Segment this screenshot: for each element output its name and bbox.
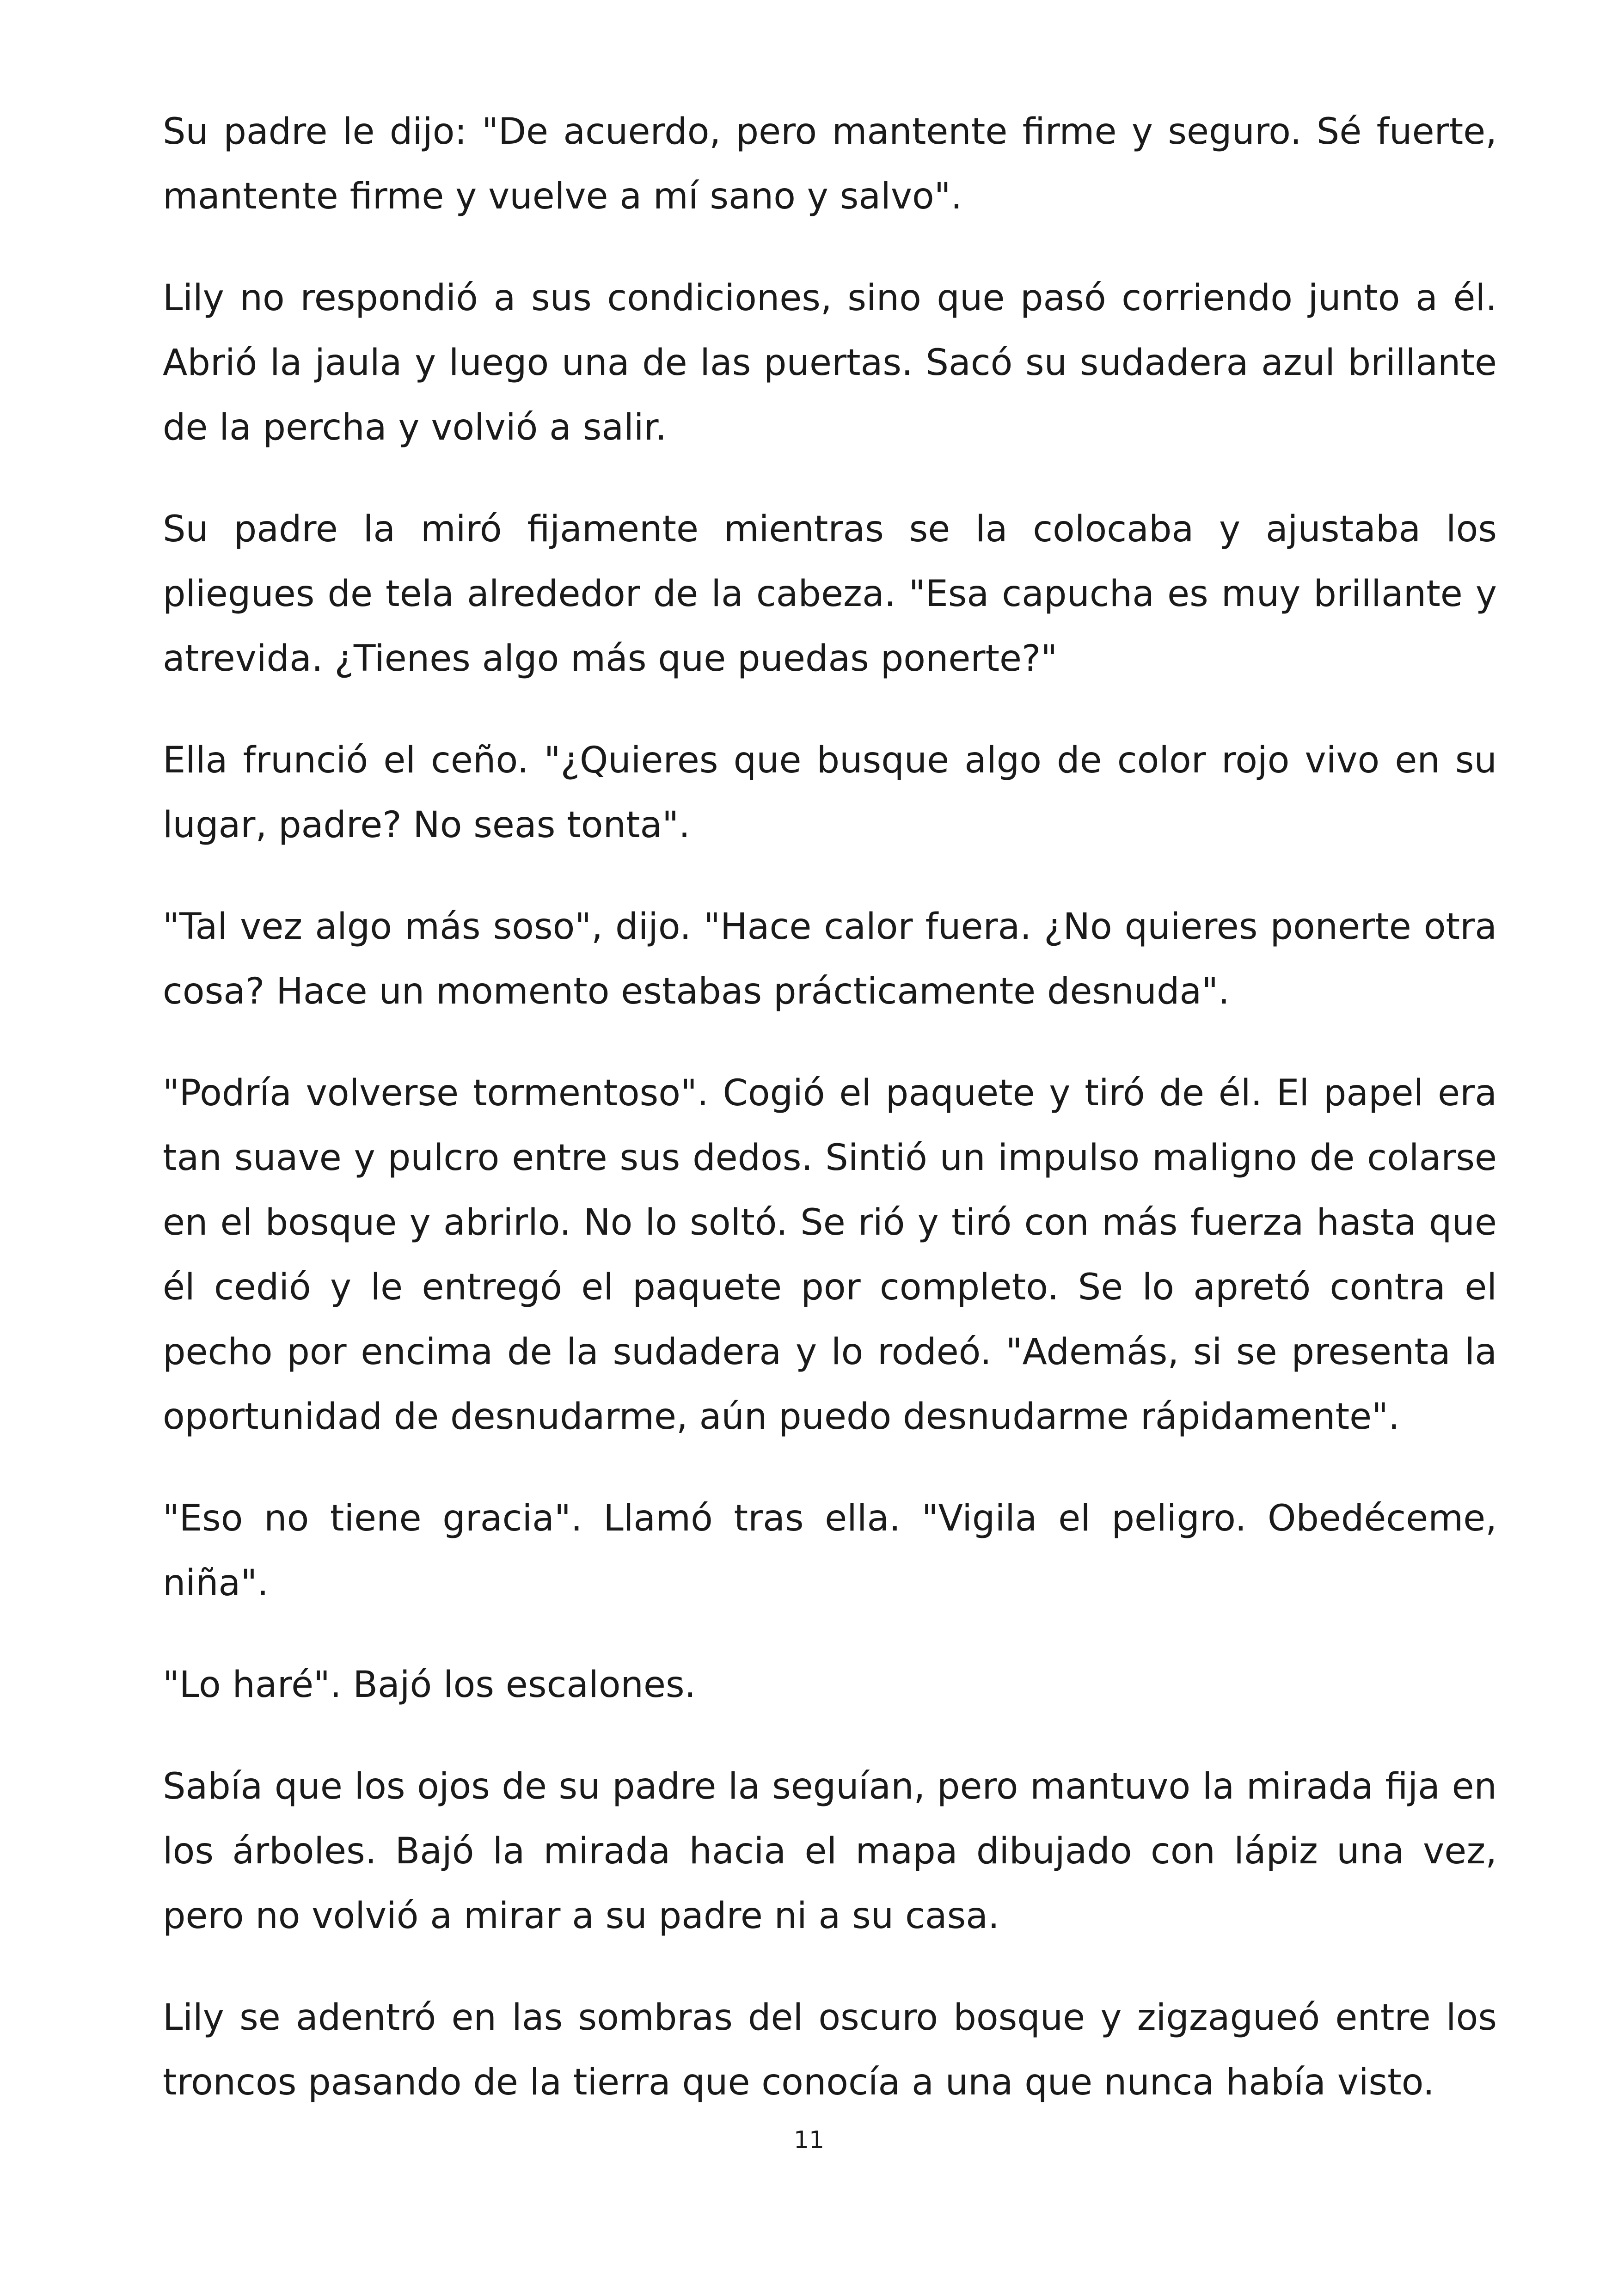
paragraph-1: Su padre le dijo: "De acuerdo, pero mantente firme y seguro. Sé fuerte, mantente firme y vuelve a mí sano y salvo". — [163, 111, 1497, 217]
paragraph-10: Lily se adentró en las sombras del oscuro bosque y zigzagueó entre los troncos pasando de la tierra que conocía a una que nunca había visto. — [163, 1997, 1497, 2103]
paragraph-6: "Podría volverse tormentoso". Cogió el paquete y tiró de él. El papel era tan suave y pulcro entre sus dedos. Sintió un impulso maligno de colarse en el bosque y abrirlo. No lo soltó. Se rió y tiró con más fuerza hasta que él cedió y le entregó el paquete por completo. Se lo apretó contra el pecho por encima de la sudadera y lo rodeó. "Además, si se presenta la oportunidad de desnudarme, aún puedo desnudarme rápidamente". — [163, 1072, 1497, 1438]
paragraph-9: Sabía que los ojos de su padre la seguían, pero mantuvo la mirada fija en los árboles. Bajó la mirada hacia el mapa dibujado con lápiz una vez, pero no volvió a mirar a su padre ni a su casa. — [163, 1766, 1497, 1937]
paragraph-8: "Lo haré". Bajó los escalones. — [163, 1664, 696, 1706]
paragraph-7: "Eso no tiene gracia". Llamó tras ella. "Vigila el peligro. Obedéceme, niña". — [163, 1498, 1497, 1604]
paragraph-2: Lily no respondió a sus condiciones, sino que pasó corriendo junto a él. Abrió la jaula y luego una de las puertas. Sacó su sudadera azul brillante de la percha y volvió a salir. — [163, 277, 1497, 448]
paragraph-3: Su padre la miró fijamente mientras se la colocaba y ajustaba los pliegues de tela alrededor de la cabeza. "Esa capucha es muy brillante y atrevida. ¿Tienes algo más que puedas ponerte?" — [163, 508, 1497, 680]
paragraph-5: "Tal vez algo más soso", dijo. "Hace calor fuera. ¿No quieres ponerte otra cosa? Hace un momento estabas prácticamente desnuda". — [163, 906, 1497, 1012]
page-number: 11 — [793, 2126, 825, 2154]
paragraph-4: Ella frunció el ceño. "¿Quieres que busque algo de color rojo vivo en su lugar, padre? No seas tonta". — [163, 740, 1497, 846]
body-text — [163, 99, 1497, 2115]
